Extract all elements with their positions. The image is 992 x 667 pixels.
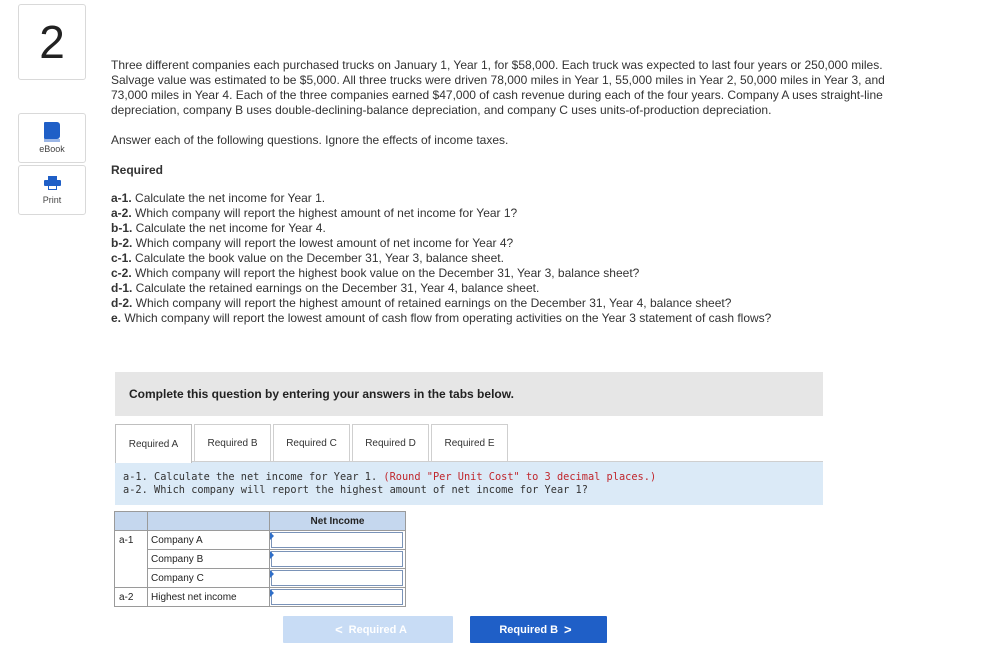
tab-instructions [115,462,823,505]
requirement-tabs [115,424,510,462]
requirement-item [111,266,891,281]
row-code [115,569,148,588]
answer-cell [270,588,406,607]
table-header-blank [115,512,148,531]
tab-required-c[interactable]: Required C [273,424,350,462]
table-row [115,550,406,569]
tab-required-a[interactable]: Required A [115,424,192,463]
requirement-text: Calculate the retained earnings on the December 31, Year 4, balance sheet. [132,281,540,295]
printer-icon [44,176,61,190]
answer-cell [270,550,406,569]
ebook-label: eBook [39,144,65,154]
next-required-button[interactable] [470,616,607,643]
answer-cell [270,569,406,588]
requirement-item [111,206,891,221]
row-label: Company C [148,569,270,588]
chevron-left-icon: < [335,622,343,637]
prev-required-button[interactable] [283,616,453,643]
requirement-code: a-2. [111,206,132,220]
input-marker-icon [270,551,274,559]
problem-content [111,58,891,326]
requirement-text: Which company will report the lowest amount of cash flow from operating activities on the Year 3 statement of cash flows? [121,311,772,325]
input-marker-icon [270,532,274,540]
tab-required-e[interactable]: Required E [431,424,508,462]
requirement-text: Which company will report the highest book value on the December 31, Year 3, balance sheet? [131,266,640,280]
problem-instruction: Answer each of the following questions. Ignore the effects of income taxes. [111,133,509,147]
row-label: Company A [148,531,270,550]
requirement-code: e. [111,311,122,325]
requirements-list [111,191,891,326]
requirement-text: Calculate the net income for Year 4. [132,221,326,235]
requirement-code: d-1. [111,281,133,295]
input-marker-icon [270,589,274,597]
requirement-item [111,221,891,236]
row-code [115,550,148,569]
row-code: a-2 [115,588,148,607]
requirement-code: b-1. [111,221,133,235]
requirement-text: Calculate the book value on the December 31, Year 3, balance sheet. [131,251,504,265]
requirement-text: Which company will report the highest amount of retained earnings on the December 31, Year 4, balance sheet? [132,296,732,310]
row-label: Company B [148,550,270,569]
requirement-code: d-2. [111,296,133,310]
ebook-button[interactable] [18,113,86,163]
input-marker-icon [270,570,274,578]
tab-required-b[interactable]: Required B [194,424,271,462]
net-income-input[interactable] [271,551,403,567]
answer-table [114,511,406,607]
complete-prompt: Complete this question by entering your answers in the tabs below. [115,372,823,416]
requirement-text: Which company will report the lowest amount of net income for Year 4? [132,236,514,250]
net-income-input[interactable] [271,570,403,586]
requirement-text: Which company will report the highest amount of net income for Year 1? [131,206,518,220]
print-button[interactable] [18,165,86,215]
requirement-item [111,281,891,296]
row-code: a-1 [115,531,148,550]
instruction-line-2: a-2. Which company will report the highest amount of net income for Year 1? [123,484,588,496]
rounding-note: (Round "Per Unit Cost" to 3 decimal places.) [383,471,657,483]
instruction-line-1-main: a-1. Calculate the net income for Year 1. [123,471,384,483]
requirement-text: Calculate the net income for Year 1. [131,191,326,205]
table-row [115,569,406,588]
requirement-item [111,311,891,326]
next-button-label: Required B [499,623,559,636]
requirement-item [111,251,891,266]
requirement-code: c-2. [111,266,132,280]
chevron-right-icon: > [564,622,572,637]
row-label: Highest net income [148,588,270,607]
requirement-code: a-1. [111,191,132,205]
required-heading: Required [111,163,164,177]
problem-paragraph: Three different companies each purchased trucks on January 1, Year 1, for $58,000. Each truck was expected to last four years or 250,000 miles. Salvage value was estimated to be $5,000. All three trucks were driven 78,000 miles in Year 1, 55,000 miles in Year 2, 50,000 miles in Year 3, and 73,000 miles in Year 4. Each of the three companies earned $47,000 of cash revenue during each of the four years. Company A uses straight-line depreciation, company B uses double-declining-balance depreciation, and company C uses units-of-production depreciation. [111,58,885,117]
requirement-code: c-1. [111,251,132,265]
requirement-code: b-2. [111,236,133,250]
net-income-input[interactable] [271,532,403,548]
table-row [115,588,406,607]
net-income-input[interactable] [271,589,403,605]
net-income-header: Net Income [270,512,406,531]
prev-button-label: Required A [348,623,407,636]
instruction-line-1 [123,471,823,484]
print-label: Print [42,194,62,205]
question-number: 2 [18,4,86,80]
book-icon [44,122,60,139]
requirement-item [111,236,891,251]
tab-required-d[interactable]: Required D [352,424,429,462]
requirement-item [111,296,891,311]
requirement-item [111,191,891,206]
table-header-blank-2 [148,512,270,531]
answer-cell [270,531,406,550]
table-row [115,531,406,550]
